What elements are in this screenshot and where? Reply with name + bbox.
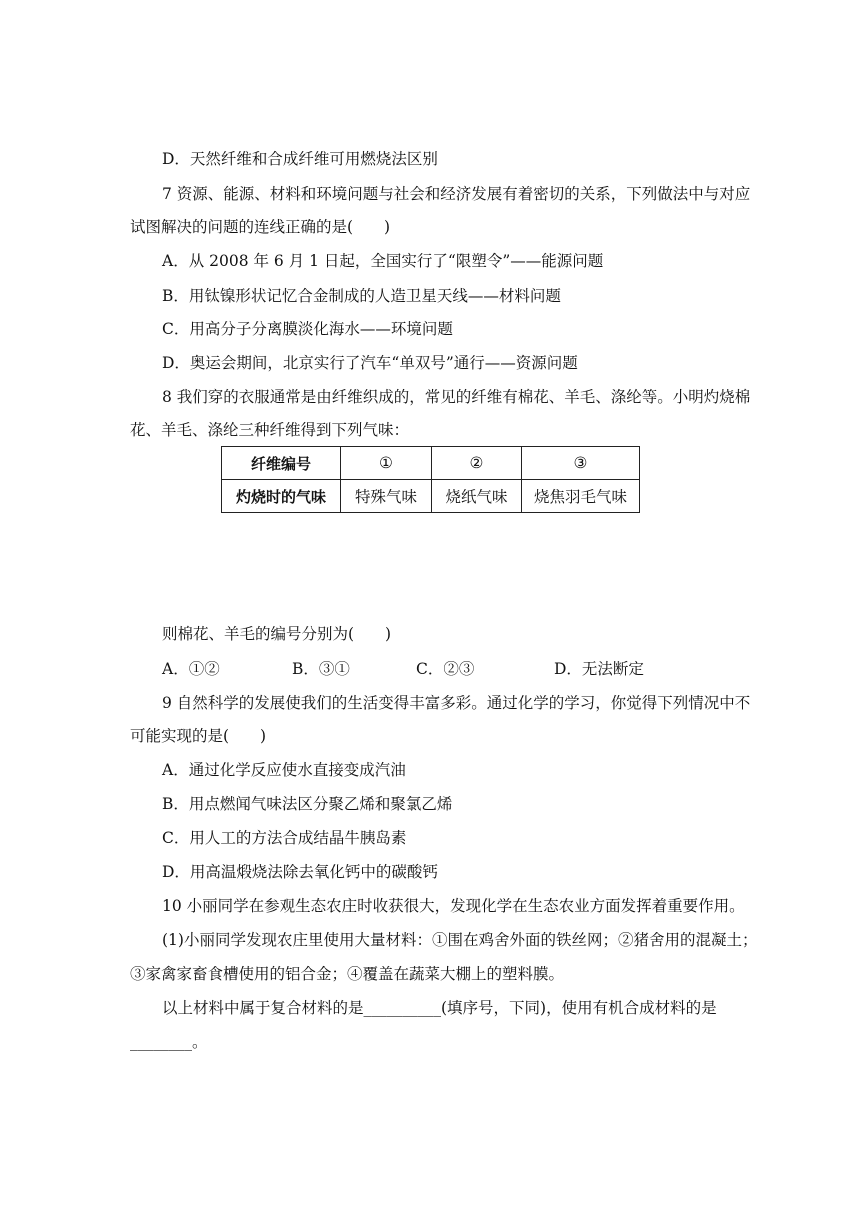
question-8-stem-line-1: 8 我们穿的衣服通常是由纤维织成的，常见的纤维有棉花、羊毛、涤纶等。小明灼烧棉 bbox=[162, 388, 751, 406]
question-10-fill-line-1: 以上材料中属于复合材料的是__________(填序号，下同)，使用有机合成材料的是 bbox=[162, 999, 717, 1017]
question-8-stem-line-2: 花、羊毛、涤纶三种纤维得到下列气味： bbox=[130, 421, 410, 439]
question-9-option-d: D．用高温煅烧法除去氧化钙中的碳酸钙 bbox=[162, 863, 438, 881]
table-cell: ① bbox=[341, 447, 432, 480]
question-8-question: 则棉花、羊毛的编号分别为( ) bbox=[162, 625, 392, 643]
question-10-part-1-line-1: (1)小丽同学发现农庄里使用大量材料：①围在鸡舍外面的铁丝网；②猪舍用的混凝土； bbox=[162, 931, 758, 949]
table-cell: 特殊气味 bbox=[341, 480, 432, 513]
question-6-option-d: D．天然纤维和合成纤维可用燃烧法区别 bbox=[162, 150, 438, 168]
question-7-option-b: B．用钛镍形状记忆合金制成的人造卫星天线——材料问题 bbox=[162, 287, 561, 305]
table-row bbox=[222, 447, 640, 480]
question-8-option-d: D．无法断定 bbox=[554, 660, 644, 678]
question-8-option-b: B．③① bbox=[292, 660, 350, 678]
question-9-option-c: C．用人工的方法合成结晶牛胰岛素 bbox=[162, 829, 407, 847]
question-7-stem-line-2: 试图解决的问题的连线正确的是( ) bbox=[130, 218, 391, 236]
question-7-option-c: C．用高分子分离膜淡化海水——环境问题 bbox=[162, 320, 453, 338]
question-9-stem-line-2: 可能实现的是( ) bbox=[130, 727, 267, 745]
table-cell: 烧纸气味 bbox=[432, 480, 522, 513]
fiber-smell-table bbox=[221, 446, 640, 513]
table-cell: 烧焦羽毛气味 bbox=[522, 480, 640, 513]
question-10-fill-line-2: ________。 bbox=[130, 1033, 208, 1051]
question-8-option-c: C．②③ bbox=[416, 660, 475, 678]
question-9-stem-line-1: 9 自然科学的发展使我们的生活变得丰富多彩。通过化学的学习，你觉得下列情况中不 bbox=[162, 694, 751, 712]
question-9-option-a: A．通过化学反应使水直接变成汽油 bbox=[162, 761, 406, 779]
question-9-option-b: B．用点燃闻气味法区分聚乙烯和聚氯乙烯 bbox=[162, 795, 453, 813]
question-10-part-1-line-2: ③家禽家畜食槽使用的铝合金；④覆盖在蔬菜大棚上的塑料膜。 bbox=[130, 965, 565, 983]
table-header-smell: 灼烧时的气味 bbox=[222, 480, 341, 513]
question-7-option-d: D．奥运会期间，北京实行了汽车“单双号”通行——资源问题 bbox=[162, 354, 578, 372]
table-header-fiber-id: 纤维编号 bbox=[222, 447, 341, 480]
question-7-stem-line-1: 7 资源、能源、材料和环境问题与社会和经济发展有着密切的关系，下列做法中与对应 bbox=[162, 185, 751, 203]
question-10-stem: 10 小丽同学在参观生态农庄时收获很大，发现化学在生态农业方面发挥着重要作用。 bbox=[162, 897, 745, 915]
table-row bbox=[222, 480, 640, 513]
table-cell: ② bbox=[432, 447, 522, 480]
table-cell: ③ bbox=[522, 447, 640, 480]
question-7-option-a: A．从 2008 年 6 月 1 日起，全国实行了“限塑令”——能源问题 bbox=[162, 252, 604, 270]
question-8-option-a: A．①② bbox=[162, 660, 220, 678]
